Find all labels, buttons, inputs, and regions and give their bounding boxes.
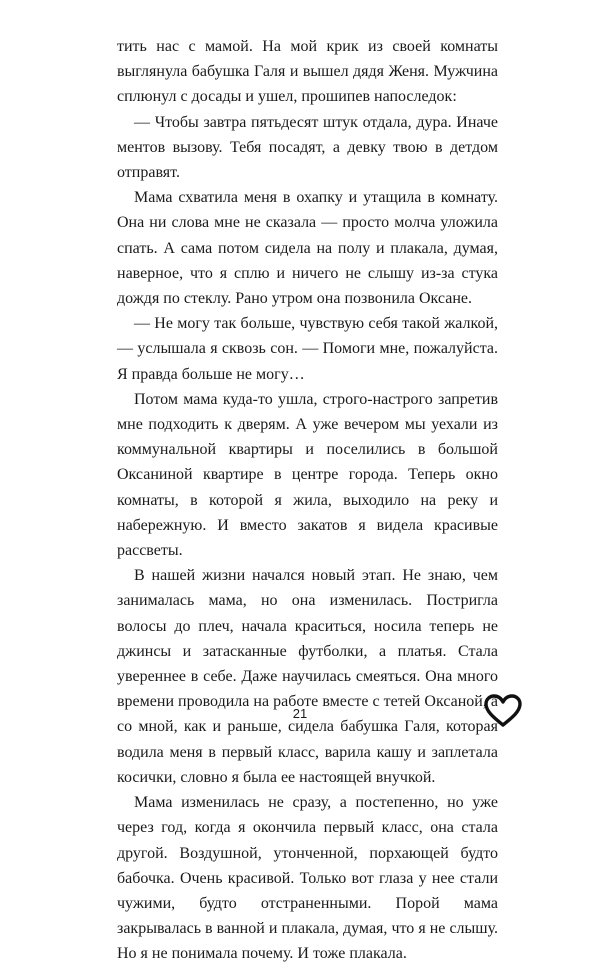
paragraph-dialogue-2: — Не могу так больше, чувствую себя такой жалкой, — услышала я сквозь сон. — Помоги мне, пожалуйста. Я правда больше не могу… bbox=[117, 315, 498, 383]
paragraph-6: В нашей жизни начался новый этап. Не знаю, чем занималась мама, но она изменилась. Постригла волосы до плеч, начала краситься, носила теперь не джинсы и затасканные футболки, а платья. Стала увереннее в себе. Даже научилась смеяться. Она много времени проводила на работе вместе с тетей Оксаной, а со мной, как и раньше, сидела бабушка Галя, которая водила меня в первый класс, варила кашу и заплетала косички, словно я была ее настоящей внучкой. bbox=[117, 567, 498, 786]
heart-outline-icon bbox=[484, 694, 522, 728]
paragraph-dialogue-1: — Чтобы завтра пятьдесят штук отдала, дура. Иначе ментов вызову. Тебя посадят, а девку твою в детдом отправят. bbox=[117, 113, 498, 182]
paragraph-5: Потом мама куда-то ушла, строго-настрого запретив мне подходить к дверям. А уже вечером мы уехали из коммунальной квартиры и поселились в большой Оксаниной квартире в центре города. Теперь окно комнаты, в которой я жила, выходило на реку и набережную. И вместо закатов я видела красивые рассветы. bbox=[117, 390, 498, 560]
paragraph-3: Мама схватила меня в охапку и утащила в комнату. Она ни слова мне не сказала — просто молча уложила спать. А сама потом сидела на полу и плакала, думая, наверное, что я сплю и ничего не слышу из-за стука дождя по стеклу. Рано утром она позвонила Оксане. bbox=[117, 189, 498, 308]
paragraph-7: Мама изменилась не сразу, а постепенно, но уже через год, когда я окончила первый класс, она стала другой. Воздушной, утонченной, порхающей будто бабочка. Очень красивой. Только вот глаза у нее стали чужими, будто отстраненными. Порой мама закрывалась в ванной и плакала, думая, что я не слышу. Но я не понимала почему. И тоже плакала. bbox=[117, 794, 498, 963]
page-number: 21 bbox=[292, 706, 308, 721]
paragraph-continuation: тить нас с мамой. На мой крик из своей комнаты выглянула бабушка Галя и вышел дядя Женя. Мужчина сплюнул с досады и ушел, прошипев напоследок: bbox=[117, 38, 498, 106]
body-text bbox=[117, 34, 498, 967]
